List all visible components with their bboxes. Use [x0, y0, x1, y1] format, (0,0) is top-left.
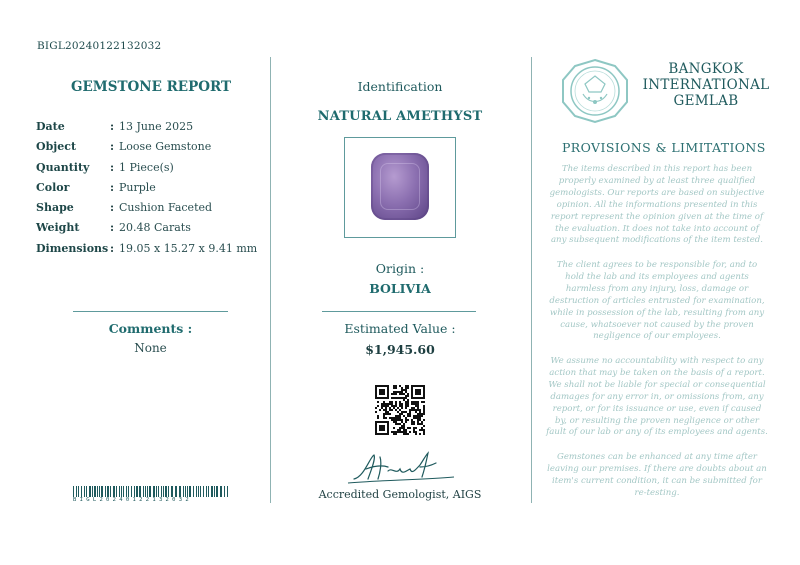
comments-value: None: [134, 341, 167, 355]
comments-label: Comments :: [108, 321, 193, 336]
detail-label: Shape: [36, 201, 74, 215]
lab-name: BANGKOK INTERNATIONAL GEMLAB: [642, 61, 770, 109]
provisions-paragraph: Gemstones can be enhanced at any time after leaving our premises. If there are doubts about an item's current condition, it can be submitted for re-testing.: [547, 452, 767, 498]
provisions-paragraph: The items described in this report has been properly examined by at least three qualified gemologists. Our reports are based on subjective opinion. All the informations presented in this report represent the opinion given at the time of the evaluation. It does not take into account of any subsequent modifications of the item tested.: [549, 164, 765, 246]
detail-value: Loose Gemstone: [119, 140, 212, 154]
provisions-title: PROVISIONS & LIMITATIONS: [562, 140, 766, 155]
gemlab-seal-icon: [559, 58, 631, 124]
detail-label: Dimensions: [36, 241, 109, 255]
gemologist-label: Accredited Gemologist, AIGS: [318, 488, 482, 501]
origin-value: BOLIVIA: [369, 281, 431, 296]
detail-value: 1 Piece(s): [119, 160, 174, 174]
report-number: BIGL20240122132032: [37, 40, 162, 52]
origin-label: Origin :: [375, 261, 425, 276]
detail-value: Cushion Faceted: [119, 201, 213, 215]
detail-label: Object: [36, 140, 77, 154]
gem-photo: [344, 137, 456, 238]
barcode-icon: [73, 486, 230, 497]
identification-label: Identification: [357, 79, 443, 94]
detail-label: Date: [36, 120, 65, 133]
barcode-number: BIGL20240122132032: [73, 497, 193, 503]
report-title: GEMSTONE REPORT: [70, 79, 232, 95]
panel-divider-right: [531, 57, 532, 503]
detail-value: 20.48 Carats: [119, 221, 191, 235]
detail-label: Quantity: [36, 160, 90, 174]
detail-label: Color: [36, 180, 70, 194]
detail-label: Weight: [36, 221, 80, 235]
amethyst-gem-image: [371, 153, 429, 220]
qr-code-icon: [375, 385, 425, 435]
divider-middle: [322, 311, 476, 312]
divider-comments: [73, 311, 228, 312]
estimated-value: $1,945.60: [365, 342, 435, 357]
detail-value: Purple: [119, 180, 156, 194]
panel-divider-left: [270, 57, 271, 503]
detail-value: 19.05 x 15.27 x 9.41 mm: [119, 241, 258, 255]
provisions-paragraph: The client agrees to be responsible for, and to hold the lab and its employees and agents harmless from any injury, loss, damage or destruction of articles entrusted for examination, while in possession of the lab, resulting from any cause, whatsoever not caused by the proven negligence of our employees.: [549, 260, 765, 342]
detail-value: 13 June 2025: [119, 120, 194, 133]
provisions-paragraph: We assume no accountability with respect to any action that may be taken on the basis of a report. We shall not be liable for special or consequential damages for any error in, or omissions from, any report, or for its issuance or use, even if caused by, or resulting the proven negligence or other fault of our lab or any of its employees and agents.: [546, 356, 768, 438]
estimated-value-label: Estimated Value :: [344, 321, 456, 336]
signature-icon: [340, 449, 460, 487]
gem-name: NATURAL AMETHYST: [317, 109, 483, 124]
